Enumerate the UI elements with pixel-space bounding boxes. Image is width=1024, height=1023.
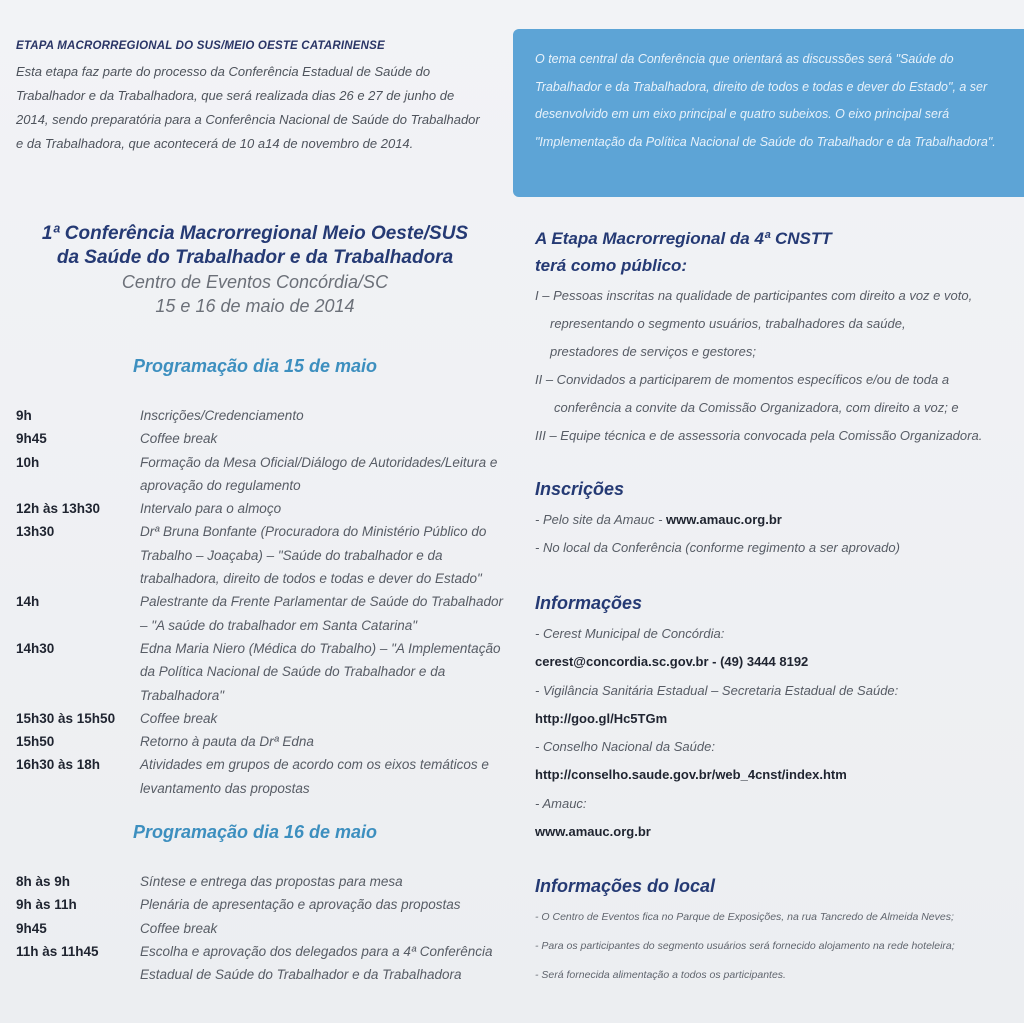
public-item-2: II – Convidados a participarem de momentos específicos e/ou de toda a	[535, 372, 950, 387]
local-item: - Para os participantes do segmento usuários será fornecido alojamento na rede hoteleira;	[535, 940, 955, 952]
schedule-time: 14h	[16, 594, 40, 610]
public-list	[535, 282, 1015, 450]
schedule-desc: Formação da Mesa Oficial/Diálogo de Autoridades/Leitura e aprovação do regulamento	[140, 454, 498, 493]
schedule-time: 9h45	[16, 431, 47, 447]
theme-text: O tema central da Conferência que orientará as discussões será "Saúde do Trabalhador e da Trabalhadora, direito de todos e todas e dever do Estado", a ser desenvolvido em um eixo principal e quatro subeixos. O eixo principal será "Implementação da Política Nacional de Saúde do Trabalhador e da Trabalhadora".	[535, 52, 996, 149]
schedule-row	[16, 940, 506, 987]
local-item: - O Centro de Eventos fica no Parque de Exposições, na rua Tancredo de Almeida Neves;	[535, 911, 954, 923]
public-title	[535, 225, 832, 279]
schedule-time: 10h	[16, 454, 40, 470]
schedule-desc: Intervalo para o almoço	[140, 501, 282, 517]
schedule-desc: Inscrições/Credenciamento	[140, 408, 304, 423]
schedule-time: 9h	[16, 408, 32, 423]
schedule-time: 15h50	[16, 734, 55, 750]
local-body	[535, 903, 1020, 990]
schedule-row	[16, 870, 506, 893]
schedule-row	[16, 497, 506, 520]
schedule-row	[16, 427, 506, 450]
local-title: Informações do local	[535, 876, 716, 896]
schedule-row	[16, 753, 506, 800]
schedule-desc: Drª Bruna Bonfante (Procuradora do Ministério Público do Trabalho – Joaçaba) – "Saúde do trabalhador e da trabalhadora, direito de todos e todas e dever do Estado"	[140, 524, 487, 587]
public-item-3: III – Equipe técnica e de assessoria convocada pela Comissão Organizadora.	[535, 428, 983, 443]
conference-title-line1: 1ª Conferência Macrorregional Meio Oeste/SUS	[41, 223, 469, 244]
intro-title: ETAPA MACRORREGIONAL DO SUS/MEIO OESTE CATARINENSE	[16, 40, 385, 52]
schedule-row	[16, 707, 506, 730]
inscricoes-body	[535, 506, 1015, 563]
program-day16-schedule	[16, 870, 506, 986]
schedule-desc: Coffee break	[140, 710, 218, 726]
inscricoes-local: - No local da Conferência (conforme regimento a ser aprovado)	[535, 540, 900, 556]
schedule-row	[16, 637, 506, 707]
schedule-desc: Escolha e aprovação dos delegados para a 4ª Conferência Estadual de Saúde do Trabalhador e da Trabalhadora	[140, 943, 493, 983]
schedule-desc: Plenária de apresentação e aprovação das propostas	[140, 897, 461, 913]
inscricoes-title: Inscrições	[535, 479, 625, 499]
informacoes-title: Informações	[535, 593, 643, 613]
program-day15-schedule	[16, 404, 506, 800]
conference-venue: Centro de Eventos Concórdia/SC	[121, 272, 389, 292]
conference-dates: 15 e 16 de maio de 2014	[155, 296, 355, 316]
informacoes-body	[535, 620, 1015, 846]
schedule-time: 13h30	[16, 524, 55, 540]
public-item-1-cont: prestadores de serviços e gestores;	[550, 344, 756, 359]
inscricoes-site-label: - Pelo site da Amauc -	[535, 512, 667, 527]
schedule-time: 12h às 13h30	[16, 501, 101, 517]
schedule-time: 9h às 11h	[16, 897, 77, 913]
schedule-row	[16, 520, 506, 590]
schedule-desc: Coffee break	[140, 431, 218, 447]
conference-title	[0, 222, 510, 270]
schedule-desc: Coffee break	[140, 920, 218, 936]
schedule-desc: Palestrante da Frente Parlamentar de Saúde do Trabalhador – "A saúde do trabalhador em Santa Catarina"	[140, 594, 503, 633]
program-day16-heading: Programação dia 16 de maio	[132, 822, 378, 842]
conference-title-line2: da Saúde do Trabalhador e da Trabalhadora	[56, 247, 454, 268]
cerest-label: - Cerest Municipal de Concórdia:	[535, 626, 725, 641]
schedule-row	[16, 730, 506, 753]
schedule-time: 16h30 às 18h	[16, 757, 101, 773]
conselho-link[interactable]: http://conselho.saude.gov.br/web_4cnst/index.htm	[535, 767, 847, 783]
schedule-desc: Atividades em grupos de acordo com os eixos temáticos e levantamento das propostas	[140, 757, 489, 796]
program-day15-heading: Programação dia 15 de maio	[132, 356, 378, 376]
schedule-row	[16, 917, 506, 940]
schedule-time: 11h às 11h45	[16, 943, 99, 959]
schedule-row	[16, 451, 506, 498]
schedule-time: 9h45	[16, 920, 47, 936]
local-item: - Será fornecida alimentação a todos os participantes.	[535, 969, 786, 981]
schedule-time: 8h às 9h	[16, 874, 71, 889]
conselho-label: - Conselho Nacional da Saúde:	[535, 739, 715, 755]
schedule-desc: Edna Maria Niero (Médica do Trabalho) – "A Implementação da Política Nacional de Saúde do Trabalhador e da Trabalhadora"	[140, 640, 501, 703]
schedule-time: 15h30 às 15h50	[16, 710, 116, 726]
cerest-contact[interactable]: cerest@concordia.sc.gov.br - (49) 3444 8192	[535, 654, 809, 670]
public-item-1-cont: representando o segmento usuários, trabalhadores da saúde,	[550, 316, 906, 331]
public-title-line2: terá como público:	[535, 256, 688, 275]
schedule-row	[16, 893, 506, 916]
amauc-label: - Amauc:	[535, 795, 587, 811]
schedule-desc: Síntese e entrega das propostas para mesa	[140, 874, 403, 889]
public-item-1: I – Pessoas inscritas na qualidade de participantes com direito a voz e voto,	[535, 288, 973, 303]
schedule-desc: Retorno à pauta da Drª Edna	[140, 734, 314, 750]
amauc-link[interactable]: www.amauc.org.br	[666, 512, 782, 527]
intro-text: Esta etapa faz parte do processo da Conferência Estadual de Saúde do Trabalhador e da Trabalhadora, que será realizada dias 26 e 27 de junho de 2014, sendo preparatória para a Conferência Nacional de Saúde do Trabalhador e da Trabalhadora, que acontecerá de 10 a14 de novembro de 2014.	[16, 64, 480, 151]
vigilancia-label: - Vigilância Sanitária Estadual – Secretaria Estadual de Saúde:	[535, 682, 899, 698]
schedule-row	[16, 404, 506, 427]
schedule-time: 14h30	[16, 640, 55, 656]
schedule-row	[16, 590, 506, 637]
amauc-site-link[interactable]: www.amauc.org.br	[535, 824, 651, 840]
vigilancia-link[interactable]: http://goo.gl/Hc5TGm	[535, 710, 668, 726]
public-item-2-cont: conferência a convite da Comissão Organizadora, com direito a voz; e	[554, 400, 959, 415]
public-title-line1: A Etapa Macrorregional da 4ª CNSTT	[535, 229, 832, 248]
